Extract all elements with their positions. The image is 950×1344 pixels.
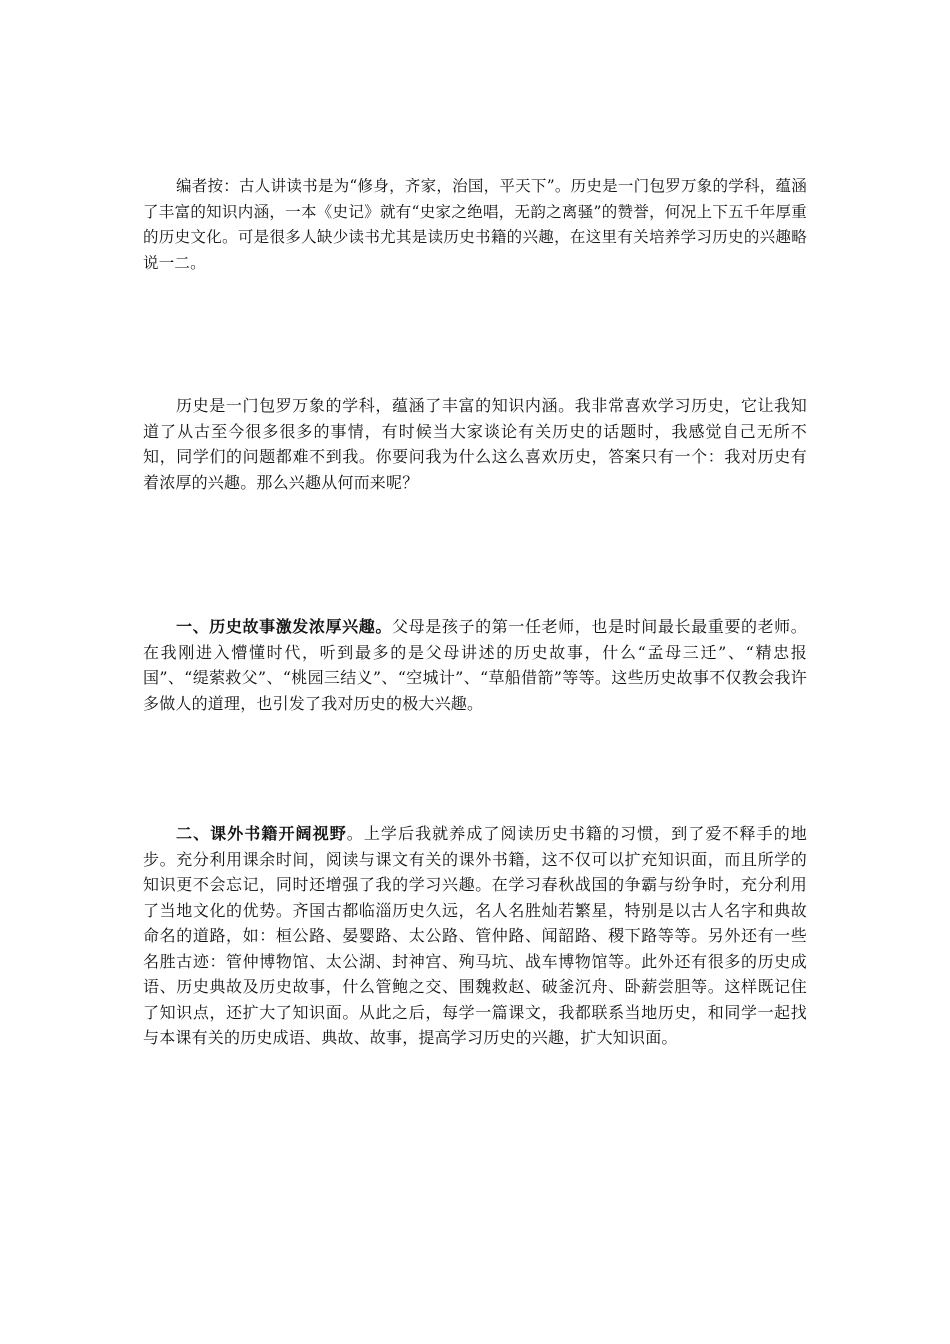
editor-note-paragraph: 编者按：古人讲读书是为“修身，齐家，治国，平天下”。历史是一门包罗万象的学科，蕴涵了丰富的知识内涵，一本《史记》就有“史家之绝唱，无韵之离骚”的赞誉，何况上下五千年厚重的历史文化。可是很多人缺少读书尤其是读历史书籍的兴趣，在这里有关培养学习历史的兴趣略说一二。 — [143, 177, 807, 272]
section-2-heading: 二、课外书籍开阔视野 — [176, 824, 347, 843]
section-2-body: 。上学后我就养成了阅读历史书籍的习惯，到了爱不释手的地步。充分利用课余时间，阅读与课文有关的课外书籍，这不仅可以扩充知识面，而且所学的知识更不会忘记，同时还增强了我的学习兴趣。在学习春秋战国的争霸与纷争时，充分利用了当地文化的优势。齐国古都临淄历史久远，名人名胜灿若繁星，特别是以古人名字和典故命名的道路，如：桓公路、晏婴路、太公路、管仲路、闻韶路、稷下路等等。另外还有一些名胜古迹：管仲博物馆、太公湖、封神宫、殉马坑、战车博物馆等。此外还有很多的历史成语、历史典故及历史故事，什么管鲍之交、围魏救赵、破釜沉舟、卧薪尝胆等。这样既记住了知识点，还扩大了知识面。从此之后，每学一篇课文，我都联系当地历史，和同学一起找与本课有关的历史成语、典故、故事，提高学习历史的兴趣，扩大知识面。 — [143, 824, 807, 1047]
intro-paragraph: 历史是一门包罗万象的学科，蕴涵了丰富的知识内涵。我非常喜欢学习历史，它让我知道了从古至今很多很多的事情，有时候当大家谈论有关历史的话题时，我感觉自己无所不知，同学们的问题都难不到我。你要问我为什么这么喜欢历史，答案只有一个：我对历史有着浓厚的兴趣。那么兴趣从何而来呢？ — [143, 396, 807, 492]
section-1-paragraph — [143, 614, 807, 716]
section-1-body: 父母是孩子的第一任老师，也是时间最长最重要的老师。在我刚进入懵懂时代，听到最多的是父母讲述的历史故事，什么“孟母三迁”、“精忠报国”、“缇萦救父”、“桃园三结义”、“空城计”、“草船借箭”等等。这些历史故事不仅教会我许多做人的道理，也引发了我对历史的极大兴趣。 — [143, 617, 807, 713]
section-2-paragraph — [143, 821, 807, 1051]
section-1-heading: 一、历史故事激发浓厚兴趣。 — [176, 617, 393, 636]
